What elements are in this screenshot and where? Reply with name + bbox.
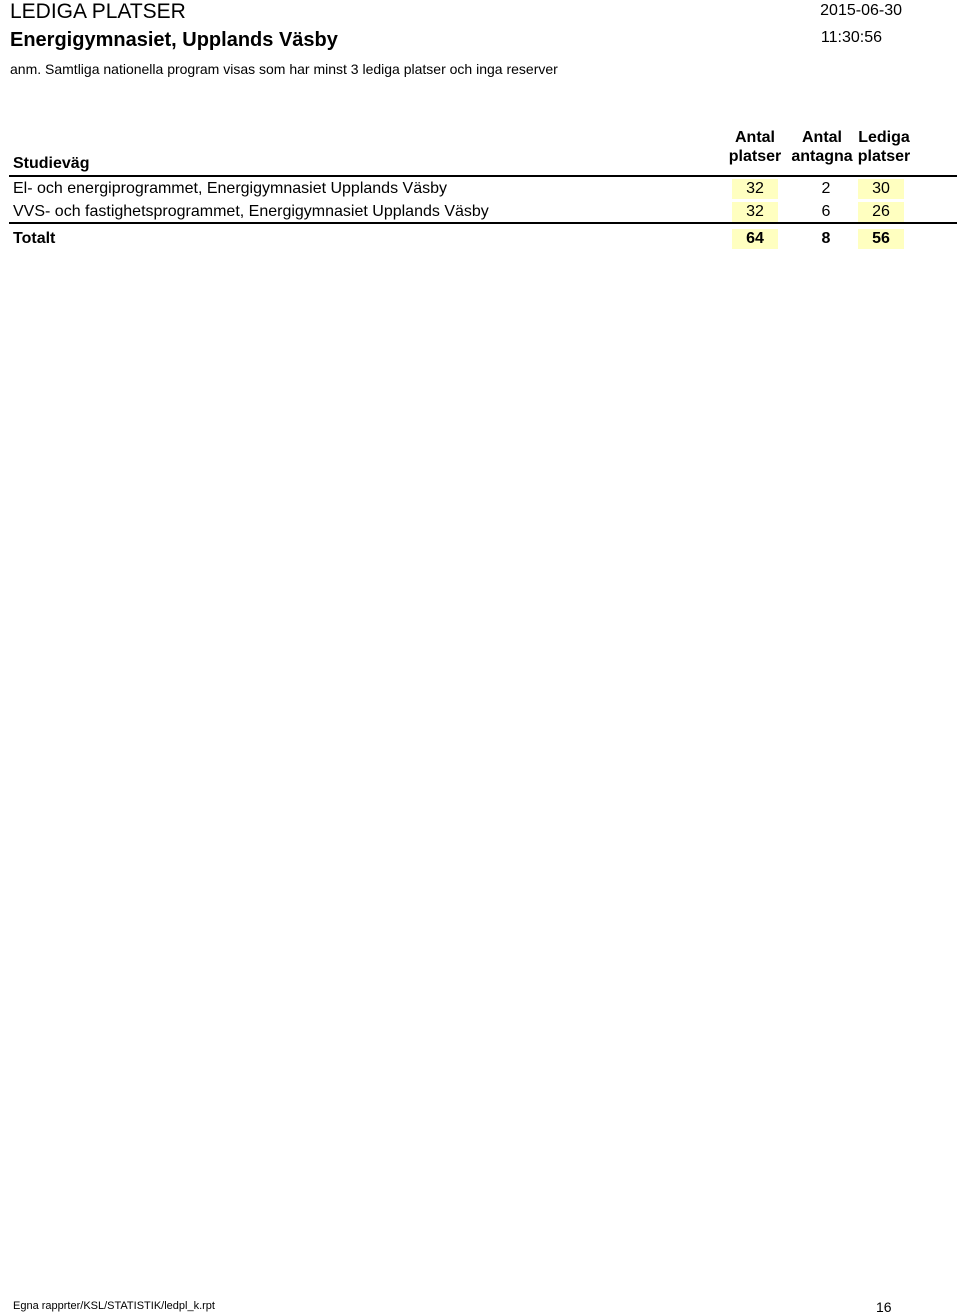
column-header-line: platser: [728, 148, 782, 165]
column-header-antal-platser: [725, 128, 785, 166]
column-header-line: Antal: [735, 129, 775, 146]
table-row-label: El- och energiprogrammet, Energigymnasiet Upplands Väsby: [13, 180, 447, 197]
table-cell-lediga-platser: 26: [858, 202, 904, 222]
school-name: Energigymnasiet, Upplands Väsby: [10, 29, 338, 51]
page-number: 16: [876, 1299, 892, 1315]
column-header-line: platser: [857, 148, 911, 165]
column-header-studievag: Studieväg: [13, 155, 90, 172]
table-cell-antal-antagna: 2: [821, 180, 831, 197]
column-header-antal-antagna: [789, 128, 855, 166]
column-header-line: Lediga: [858, 129, 910, 146]
total-label: Totalt: [13, 230, 56, 247]
total-lediga-platser: 56: [858, 229, 904, 249]
footer-source-path: Egna rapprter/KSL/STATISTIK/ledpl_k.rpt: [13, 1300, 215, 1312]
report-date: 2015-06-30: [820, 2, 902, 19]
table-row-label: VVS- och fastighetsprogrammet, Energigymnasiet Upplands Väsby: [13, 203, 489, 220]
column-header-line: antagna: [791, 148, 853, 165]
table-cell-antal-platser: 32: [732, 179, 778, 199]
column-header-line: Antal: [802, 129, 842, 146]
report-note: anm. Samtliga nationella program visas som har minst 3 lediga platser och inga reserver: [10, 61, 558, 77]
total-antal-antagna: 8: [821, 230, 831, 247]
total-antal-platser: 64: [732, 229, 778, 249]
report-title: LEDIGA PLATSER: [10, 0, 186, 23]
table-cell-antal-antagna: 6: [821, 203, 831, 220]
header-divider: [9, 175, 957, 177]
total-divider: [9, 222, 957, 224]
table-cell-antal-platser: 32: [732, 202, 778, 222]
column-header-lediga-platser: [855, 128, 913, 166]
table-cell-lediga-platser: 30: [858, 179, 904, 199]
report-time: 11:30:56: [820, 29, 882, 46]
